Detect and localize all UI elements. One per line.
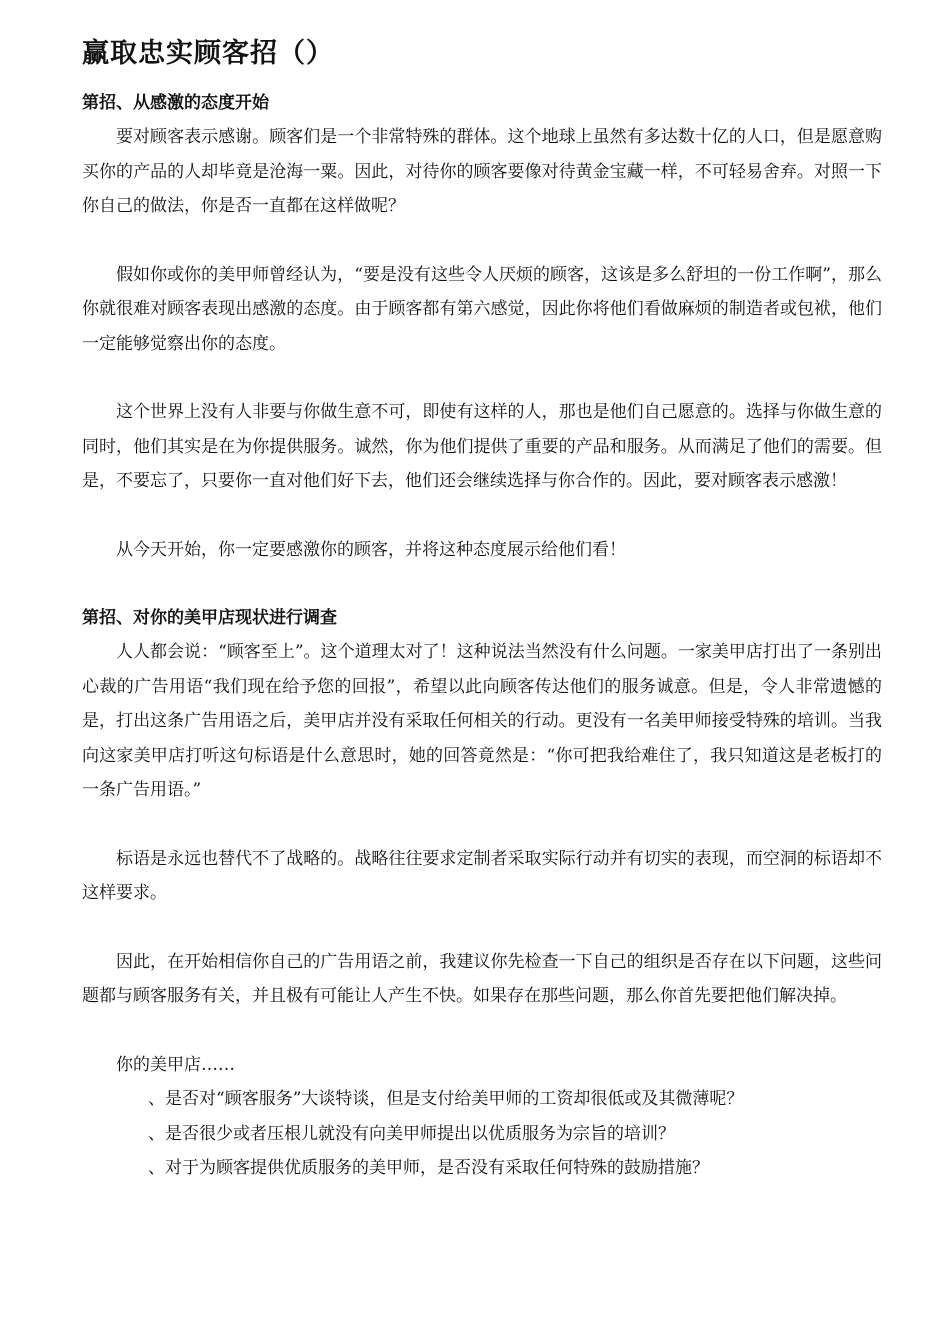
- section-salon-survey: [82, 601, 882, 1186]
- paragraph: 人人都会说：“顾客至上”。这个道理太对了！这种说法当然没有什么问题。一家美甲店打出了一条别出心裁的广告用语“我们现在给予您的回报”，希望以此向顾客传达他们的服务诚意。但是，令人非常遗憾的是，打出这条广告用语之后，美甲店并没有采取任何相关的行动。更没有一名美甲师接受特殊的培训。当我向这家美甲店打听这句标语是什么意思时，她的回答竟然是：“你可把我给难住了，我只知道这是老板打的一条广告用语。”: [82, 642, 882, 800]
- document-title: 赢取忠实顾客招（）: [82, 38, 334, 69]
- paragraph: 因此，在开始相信你自己的广告用语之前，我建议你先检查一下自己的组织是否存在以下问题，这些问题都与顾客服务有关，并且极有可能让人产生不快。如果存在那些问题，那么你首先要把他们解决掉。: [82, 951, 882, 1006]
- paragraph: 假如你或你的美甲师曾经认为，“要是没有这些令人厌烦的顾客，这该是多么舒坦的一份工作啊”，那么你就很难对顾客表现出感激的态度。由于顾客都有第六感觉，因此你将他们看做麻烦的制造者或包袱，他们一定能够觉察出你的态度。: [82, 264, 882, 354]
- paragraph: 从今天开始，你一定要感激你的顾客，并将这种态度展示给他们看！: [116, 539, 626, 560]
- list-item: 、对于为顾客提供优质服务的美甲师，是否没有采取任何特殊的鼓励措施？: [148, 1158, 709, 1178]
- paragraph: 标语是永远也替代不了战略的。战略往往要求定制者采取实际行动并有切实的表现，而空洞的标语却不这样要求。: [82, 848, 882, 903]
- document-page: [82, 34, 882, 1186]
- section-heading: 第招、对你的美甲店现状进行调查: [82, 608, 337, 628]
- section-heading: 第招、从感激的态度开始: [82, 93, 269, 113]
- paragraph: 要对顾客表示感谢。顾客们是一个非常特殊的群体。这个地球上虽然有多达数十亿的人口，但是愿意购买你的产品的人却毕竟是沧海一粟。因此，对待你的顾客要像对待黄金宝藏一样，不可轻易舍弃。对照一下你自己的做法，你是否一直都在这样做呢？: [82, 127, 882, 216]
- list-item: 、是否对“顾客服务”大谈特谈，但是支付给美甲师的工资却很低或及其微薄呢？: [148, 1089, 744, 1109]
- section-gratitude: [82, 86, 882, 567]
- paragraph: 这个世界上没有人非要与你做生意不可，即使有这样的人，那也是他们自己愿意的。选择与你做生意的同时，他们其实是在为你提供服务。诚然，你为他们提供了重要的产品和服务。从而满足了他们的需要。但是，不要忘了，只要你一直对他们好下去，他们还会继续选择与你合作的。因此，要对顾客表示感激！: [82, 402, 882, 491]
- list-lead: 你的美甲店……: [116, 1054, 235, 1075]
- list-item: 、是否很少或者压根儿就没有向美甲师提出以优质服务为宗旨的培训？: [148, 1123, 675, 1144]
